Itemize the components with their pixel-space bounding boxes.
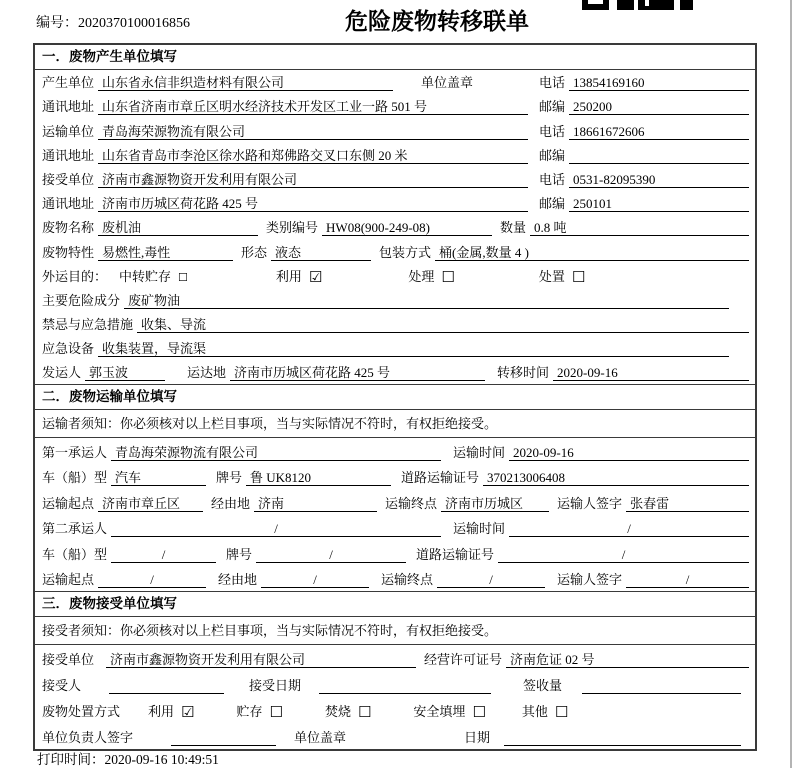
section-2-header: 二．废物运输单位填写	[35, 385, 755, 410]
emergency-measures-row	[35, 312, 755, 336]
receive-unit-row	[35, 645, 755, 671]
print-time	[37, 748, 219, 768]
section-1	[35, 45, 755, 384]
transfer-purpose-row-txt: 利用	[275, 268, 302, 284]
disposal-method-row-txt: 贮存	[236, 704, 263, 720]
utilize-disposal-checkbox-icon: ☑	[181, 703, 195, 722]
disposal-checkbox-icon: ☐	[571, 267, 586, 286]
transporter-postcode-value	[569, 147, 749, 164]
section-2-note: 运输者须知：你必须核对以上栏目事项，当与实际情况不符时，有权拒绝接受。	[35, 410, 755, 438]
transporter-address-row-lab: 通讯地址	[42, 147, 95, 163]
carrier-signature-1-value: 张春雷	[626, 495, 749, 512]
vehicle-type-1-row-lab: 牌号	[216, 470, 243, 486]
producer-phone-value: 13854169160	[569, 74, 749, 91]
transporter-unit-row	[35, 118, 755, 142]
consignor-row	[35, 360, 755, 384]
receiver-person-row-lab: 接受日期	[249, 678, 302, 694]
emergency-equipment-value: 收集装置，导流渠	[98, 340, 729, 357]
page-edge-line	[790, 0, 792, 768]
carrier-signature-2-value: /	[626, 571, 749, 588]
vehicle-type-1-row-lab: 车（船）型	[42, 470, 108, 486]
transfer-purpose-row-lab: 外运目的：	[42, 268, 108, 284]
hazard-component-row-lab: 主要危险成分	[42, 292, 121, 308]
first-carrier-row	[35, 438, 755, 464]
waste-name-row-lab: 废物名称	[42, 220, 95, 236]
transport-route-1-row-lab: 运输终点	[385, 495, 438, 511]
sign-date-value	[504, 729, 741, 746]
endpoint-2-value: /	[437, 571, 545, 588]
license-number-value: 济南危证 02 号	[506, 651, 749, 668]
producer-unit-row	[35, 70, 755, 94]
waste-name-row-lab: 数量	[500, 220, 527, 236]
via-2-value: /	[261, 571, 369, 588]
print-time-value: 2020-09-16 10:49:51	[104, 752, 219, 767]
responsible-signature-row-lab: 单位负责人签字	[42, 730, 134, 746]
unit-seal-label: 单位盖章	[421, 75, 474, 91]
transport-route-2-row-lab: 运输终点	[381, 572, 434, 588]
waste-quantity-value: 0.8 吨	[530, 219, 749, 236]
endpoint-1-value: 济南市历城区	[441, 495, 549, 512]
transport-date-1-value: 2020-09-16	[509, 444, 749, 461]
transporter-address-value: 山东省青岛市李沧区徐水路和郑佛路交叉口东侧 20 米	[98, 147, 528, 164]
transfer-purpose-row	[35, 264, 755, 288]
waste-property-row	[35, 239, 755, 263]
hazard-component-value: 废矿物油	[124, 292, 729, 309]
vehicle-type-2-row-lab: 车（船）型	[42, 546, 108, 562]
other-checkbox-icon: ☐	[554, 703, 569, 722]
transport-route-1-row-lab: 运输起点	[42, 495, 95, 511]
incineration-checkbox-icon: ☐	[357, 703, 372, 722]
road-permit-1-value: 370213006408	[483, 469, 749, 486]
responsible-signature-value	[171, 729, 276, 746]
print-time-label: 打印时间：	[37, 752, 105, 767]
disposal-method-row	[35, 697, 755, 723]
producer-unit-row-lab: 产生单位	[42, 75, 95, 91]
storage-checkbox-icon: ☐	[269, 703, 283, 722]
waste-property-row-lab: 形态	[241, 244, 268, 260]
receiver-phone-value: 0531-82095390	[569, 171, 749, 188]
receiver-postcode-value: 250101	[569, 195, 749, 212]
second-carrier-row-lab: 运输时间	[453, 521, 506, 537]
consignor-row-lab: 运达地	[187, 365, 227, 381]
transport-date-2-value: /	[509, 520, 749, 537]
transport-route-1-row-lab: 经由地	[211, 495, 251, 511]
treatment-checkbox-icon: ☐	[441, 267, 455, 286]
transit-storage-checkbox-icon: ☐	[178, 270, 188, 284]
receiver-person-value	[109, 677, 224, 694]
waste-form-value: 液态	[271, 244, 371, 261]
packaging-value: 桶(金属,数量 4 )	[435, 244, 749, 261]
receiver-person-row	[35, 671, 755, 697]
receiver-unit-row	[35, 167, 755, 191]
producer-address-value: 山东省济南市章丘区明水经济技术开发区工业一路 501 号	[98, 98, 528, 115]
receiver-address-row	[35, 191, 755, 215]
landfill-checkbox-icon: ☐	[472, 703, 486, 722]
producer-address-row-lab: 邮编	[538, 99, 565, 115]
transport-route-2-row-lab: 运输人签字	[557, 572, 623, 588]
transport-route-2-row-lab: 运输起点	[42, 572, 95, 588]
section-3-header: 三．废物接受单位填写	[35, 592, 755, 617]
disposal-method-row-txt: 安全填埋	[413, 704, 466, 720]
producer-postcode-value: 250200	[569, 98, 749, 115]
receiver-address-value: 济南市历城区荷花路 425 号	[98, 195, 528, 212]
waste-property-value: 易燃性,毒性	[98, 244, 233, 261]
receive-unit-row-lab: 经营许可证号	[424, 652, 503, 668]
utilize-checkbox-icon: ☑	[308, 267, 323, 286]
first-carrier-row-lab: 运输时间	[453, 444, 506, 460]
qr-code-fragment	[582, 0, 702, 11]
receive-unit-row-lab: 接受单位	[42, 652, 95, 668]
receive-date-value	[319, 677, 491, 694]
vehicle-type-1-row-lab: 道路运输证号	[401, 470, 480, 486]
transport-route-2-row-lab: 经由地	[218, 572, 258, 588]
vehicle-type-1-value: 汽车	[111, 469, 206, 486]
consignor-value: 郭玉波	[85, 364, 165, 381]
document-number-label: 编号：	[36, 16, 78, 31]
vehicle-type-2-row-lab: 道路运输证号	[416, 546, 495, 562]
second-carrier-row	[35, 515, 755, 541]
receiver-seal-label: 单位盖章	[294, 730, 347, 746]
road-permit-2-value: /	[498, 546, 749, 563]
transfer-date-value: 2020-09-16	[553, 364, 749, 381]
disposal-method-row-txt: 其他	[521, 704, 548, 720]
consignor-row-lab: 转移时间	[497, 365, 550, 381]
qr-finder-pattern	[582, 0, 609, 10]
transport-route-1-row	[35, 489, 755, 515]
transfer-purpose-row-txt: 中转贮存	[119, 268, 172, 284]
section-1-header: 一．废物产生单位填写	[35, 45, 755, 70]
receiver-unit-value: 济南市鑫源物资开发利用有限公司	[98, 171, 528, 188]
plate-number-2-value: /	[256, 546, 406, 563]
receiver-address-row-lab: 邮编	[538, 196, 565, 212]
producer-address-row-lab: 通讯地址	[42, 99, 95, 115]
receiver-person-row-lab: 接受人	[42, 678, 82, 694]
waste-category-code-value: HW08(900-249-08)	[322, 219, 492, 236]
transporter-unit-row-lab: 电话	[538, 123, 565, 139]
page-title: 危险废物转移联单	[345, 9, 529, 34]
responsible-signature-row	[35, 723, 755, 749]
transport-route-1-row-lab: 运输人签字	[557, 495, 623, 511]
producer-unit-value: 山东省永信非织造材料有限公司	[98, 74, 393, 91]
receive-unit-value: 济南市鑫源物资开发利用有限公司	[106, 651, 416, 668]
hazard-component-row	[35, 288, 755, 312]
section-3-note: 接受者须知：你必须核对以上栏目事项，当与实际情况不符时，有权拒绝接受。	[35, 617, 755, 645]
transfer-purpose-row-txt: 处理	[408, 268, 435, 284]
receiver-address-row-lab: 通讯地址	[42, 196, 95, 212]
vehicle-type-1-row	[35, 464, 755, 490]
section-2	[35, 384, 755, 591]
first-carrier-value: 青岛海荣源物流有限公司	[111, 444, 441, 461]
producer-unit-row-lab: 电话	[538, 75, 565, 91]
consignor-row-lab: 发运人	[42, 365, 82, 381]
via-1-value: 济南	[254, 495, 377, 512]
vehicle-type-2-row-lab: 牌号	[226, 546, 253, 562]
transporter-address-row-lab: 邮编	[538, 147, 565, 163]
disposal-method-row-txt: 利用	[148, 704, 175, 720]
vehicle-type-2-value: /	[111, 546, 216, 563]
first-carrier-row-lab: 第一承运人	[42, 444, 108, 460]
emergency-measures-value: 收集、导流	[137, 316, 749, 333]
waste-property-row-lab: 废物特性	[42, 244, 95, 260]
transporter-unit-value: 青岛海荣源物流有限公司	[98, 123, 528, 140]
received-quantity-value	[582, 677, 741, 694]
waste-name-row-lab: 类别编号	[266, 220, 319, 236]
plate-number-1-value: 鲁 UK8120	[246, 469, 391, 486]
document-number-value: 2020370100016856	[78, 16, 190, 31]
emergency-equipment-row-lab: 应急设备	[42, 341, 95, 357]
disposal-method-row-txt: 焚烧	[324, 704, 351, 720]
waste-name-row	[35, 215, 755, 239]
manifest-form-table	[33, 43, 757, 751]
section-3	[35, 591, 755, 749]
receiver-person-row-lab: 签收量	[523, 678, 563, 694]
receiver-unit-row-lab: 电话	[538, 171, 565, 187]
transfer-purpose-row-txt: 处置	[538, 268, 565, 284]
transporter-phone-value: 18661672606	[569, 123, 749, 140]
document-number	[36, 12, 190, 32]
transport-route-2-row	[35, 566, 755, 592]
waste-name-value: 废机油	[98, 219, 258, 236]
vehicle-type-2-row	[35, 540, 755, 566]
second-carrier-value: /	[111, 520, 441, 537]
second-carrier-row-lab: 第二承运人	[42, 521, 108, 537]
transporter-unit-row-lab: 运输单位	[42, 123, 95, 139]
emergency-measures-row-lab: 禁忌与应急措施	[42, 317, 134, 333]
disposal-method-row-lab: 废物处置方式	[42, 704, 121, 720]
emergency-equipment-row	[35, 336, 755, 360]
destination-value: 济南市历城区荷花路 425 号	[230, 364, 485, 381]
responsible-signature-row-txt: 日期	[464, 730, 491, 746]
origin-1-value: 济南市章丘区	[98, 495, 203, 512]
transporter-address-row	[35, 143, 755, 167]
producer-address-row	[35, 94, 755, 118]
receiver-unit-row-lab: 接受单位	[42, 171, 95, 187]
origin-2-value: /	[98, 571, 206, 588]
waste-property-row-lab: 包装方式	[379, 244, 432, 260]
